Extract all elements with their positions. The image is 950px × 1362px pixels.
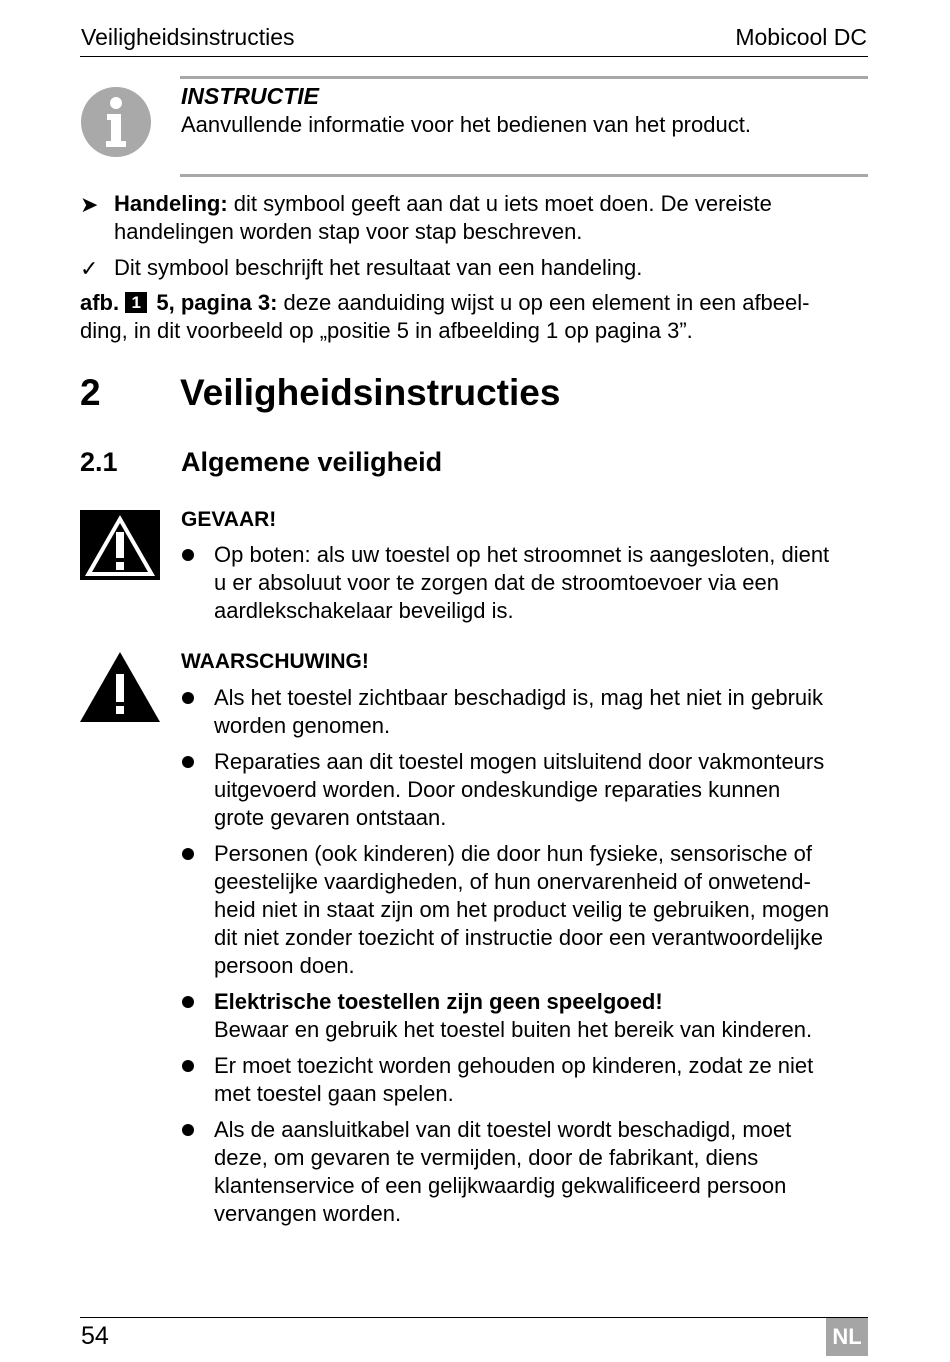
action-arrow-icon: ➤ <box>80 192 99 217</box>
running-header-section: Veiligheidsinstructies <box>81 24 295 50</box>
bullet-dot-icon <box>182 1060 194 1072</box>
bullet-dot-icon <box>182 848 194 860</box>
warning-triangle-icon <box>80 652 160 722</box>
warning-label: WAARSCHUWING! <box>181 650 369 673</box>
language-badge: NL <box>826 1318 868 1356</box>
header-divider <box>80 56 868 57</box>
fig-suffix: 5, pagina 3: <box>156 290 278 315</box>
bullet-dot-icon <box>182 1124 194 1136</box>
danger-warning-icon <box>80 510 160 580</box>
subsection-title: Algemene veiligheid <box>181 447 443 477</box>
action-label: Handeling: <box>114 191 228 216</box>
fig-prefix: afb. <box>80 290 120 315</box>
page-number: 54 <box>81 1322 109 1350</box>
list-item: Er moet toezicht worden gehouden op kinderen, zodat ze niet met toestel gaan spelen. <box>181 1052 871 1108</box>
bullet-dot-icon <box>182 549 194 561</box>
note-top-rule <box>180 76 868 79</box>
section-number: 2 <box>80 372 101 413</box>
fig-text-line1: deze aanduiding wijst u op een element in een afbeel- <box>283 290 810 315</box>
list-item: Als de aansluitkabel van dit toestel wordt beschadigd, moet deze, om gevaren te vermijden, door de fabrikant, diens klantenservice of een gelijkwaardig gekwalificeerd persoon vervangen worden. <box>181 1116 871 1228</box>
section-title: Veiligheidsinstructies <box>180 372 561 413</box>
running-header-product: Mobicool DC <box>735 24 867 50</box>
checkmark-icon: ✓ <box>80 256 99 281</box>
warning-list <box>181 684 871 1236</box>
result-convention: Dit symbool beschrijft het resultaat van een handeling. <box>114 255 643 280</box>
figure-number-badge: 1 <box>125 292 147 313</box>
info-icon <box>80 86 152 158</box>
subsection-number: 2.1 <box>80 447 118 477</box>
action-text-line1: dit symbool geeft aan dat u iets moet doen. De vereiste <box>233 191 772 216</box>
danger-list <box>181 541 871 633</box>
bullet-dot-icon <box>182 756 194 768</box>
danger-label: GEVAAR! <box>181 508 277 531</box>
footer-divider <box>80 1317 868 1318</box>
list-item: Personen (ook kinderen) die door hun fysieke, sensorische of geestelijke vaardigheden, of hun onervarenheid of onwetend- heid niet in staat zijn om het product veilig te gebruiken, mogen dit niet zonder toezicht of instructie door een verantwoordelijke persoon doen. <box>181 840 871 980</box>
list-item: Als het toestel zichtbaar beschadigd is, mag het niet in gebruik worden genomen. <box>181 684 871 740</box>
note-bottom-rule <box>180 174 868 177</box>
action-text-line2: handelingen worden stap voor stap beschreven. <box>114 219 583 244</box>
list-item: Reparaties aan dit toestel mogen uitsluitend door vakmonteurs uitgevoerd worden. Door ondeskundige reparaties kunnen grote gevaren ontstaan. <box>181 748 871 832</box>
action-convention <box>114 190 874 246</box>
list-item: Elektrische toestellen zijn geen speelgoed! Bewaar en gebruik het toestel buiten het bereik van kinderen. <box>181 988 871 1044</box>
figure-reference-convention <box>80 289 870 345</box>
note-title: INSTRUCTIE <box>181 83 319 109</box>
list-item: Op boten: als uw toestel op het stroomnet is aangesloten, dient u er absoluut voor te zorgen dat de stroomtoevoer via een aardlekschakelaar beveiligd is. <box>181 541 871 625</box>
bullet-dot-icon <box>182 692 194 704</box>
note-text: Aanvullende informatie voor het bedienen van het product. <box>181 112 751 137</box>
fig-text-line2: ding, in dit voorbeeld op „positie 5 in afbeelding 1 op pagina 3”. <box>80 318 693 343</box>
bullet-dot-icon <box>182 996 194 1008</box>
